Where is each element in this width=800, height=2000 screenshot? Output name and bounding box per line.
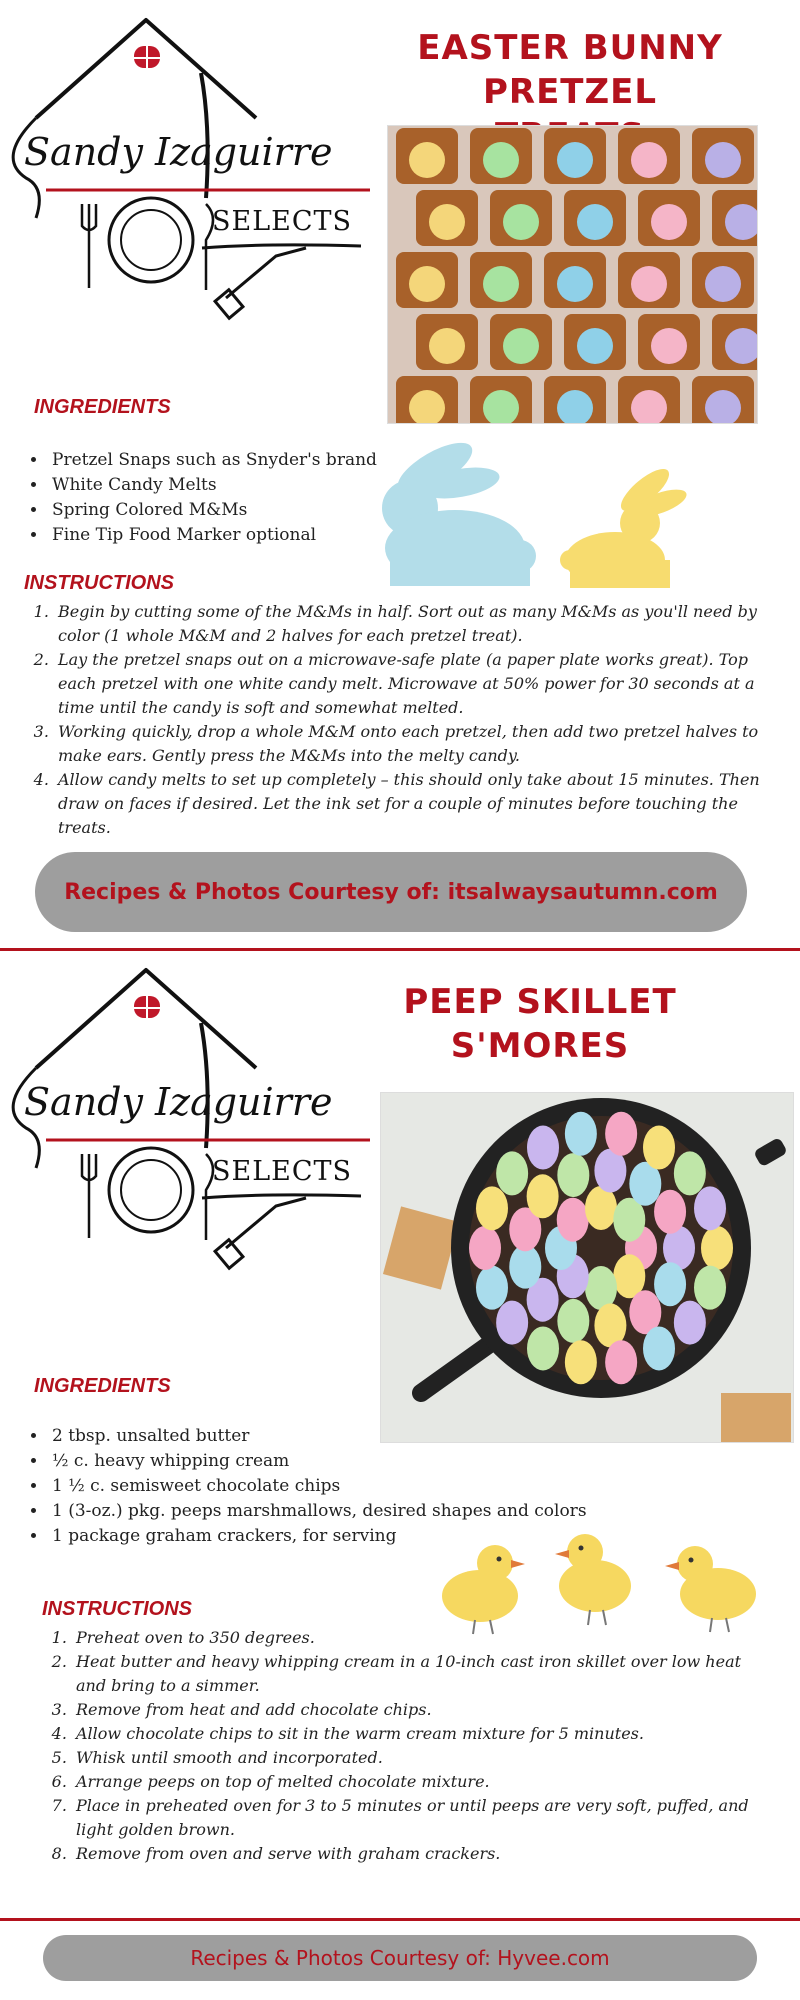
ingredient-item: • 1 (3-oz.) pkg. peeps marshmallows, desired shapes and colors [48,1499,608,1524]
ingredient-item: • 2 tbsp. unsalted butter [48,1424,608,1449]
ingredients-list [26,1424,608,1549]
section-divider [0,948,800,951]
section-divider [0,1918,800,1921]
recipe-title: PEEP SKILLET S'MORES [403,982,677,1066]
ingredients-list [26,448,408,548]
instruction-step: 2. Heat butter and heavy whipping cream in a 10-inch cast iron skillet over low heat and bring to a simmer. [72,1650,762,1698]
ingredient-item: • White Candy Melts [48,473,408,498]
instruction-step: 4. Allow chocolate chips to sit in the warm cream mixture for 5 minutes. [72,1722,762,1746]
instruction-step: 1. Begin by cutting some of the M&Ms in half. Sort out as many M&Ms as you'll need by color (1 whole M&M and 2 halves for each pretzel treat). [54,600,764,648]
credit-banner [43,1935,757,1981]
pretzel-treats-photo [387,125,758,424]
yellow-bunny-icon [560,465,690,590]
logo-script-text: Sandy Izaguirre [24,1080,333,1124]
brand-logo [6,8,376,328]
instructions-heading: INSTRUCTIONS [24,572,174,594]
chick-icon [435,1538,535,1638]
instruction-step: 8. Remove from oven and serve with graham crackers. [72,1842,762,1866]
ingredient-item: • ½ c. heavy whipping cream [48,1449,608,1474]
instruction-step: 1. Preheat oven to 350 degrees. [72,1626,762,1650]
chick-icon [545,1530,645,1630]
instruction-step: 5. Whisk until smooth and incorporated. [72,1746,762,1770]
ingredients-heading: INGREDIENTS [34,1375,171,1397]
skillet-smores-photo [380,1092,794,1443]
instruction-step: 3. Remove from heat and add chocolate chips. [72,1698,762,1722]
ingredients-heading: INGREDIENTS [34,396,171,418]
instruction-step: 7. Place in preheated oven for 3 to 5 minutes or until peeps are very soft, puffed, and light golden brown. [72,1794,762,1842]
ingredient-item: • Fine Tip Food Marker optional [48,523,408,548]
logo-script-text: Sandy Izaguirre [24,130,333,174]
instruction-step: 3. Working quickly, drop a whole M&M onto each pretzel, then add two pretzel halves to make ears. Gently press the M&Ms into the melty candy. [54,720,764,768]
ingredient-item: • Pretzel Snaps such as Snyder's brand [48,448,408,473]
ingredient-item: • 1 package graham crackers, for serving [48,1524,608,1549]
instructions-heading: INSTRUCTIONS [42,1598,192,1620]
instruction-step: 4. Allow candy melts to set up completely – this should only take about 15 minutes. Then draw on faces if desired. Let the ink set for a couple of minutes before touching the treats. [54,768,764,840]
instruction-step: 2. Lay the pretzel snaps out on a microwave-safe plate (a paper plate works great). Top each pretzel with one white candy melt. Microwave at 50% power for 30 seconds at a time until the candy is soft and somewhat melted. [54,648,764,720]
recipe-title: EASTER BUNNY PRETZEL [417,28,723,112]
instructions-list [46,1626,762,1866]
chick-icon [660,1536,760,1636]
credit-text: Recipes & Photos Courtesy of: itsalwaysautumn.com [64,879,718,905]
blue-bunny-icon [360,428,540,588]
logo-selects-text: SELECTS [212,1156,353,1187]
credit-banner [35,852,747,932]
instructions-list [28,600,764,840]
ingredient-item: • 1 ½ c. semisweet chocolate chips [48,1474,608,1499]
brand-logo [6,958,376,1278]
logo-selects-text: SELECTS [212,206,353,237]
instruction-step: 6. Arrange peeps on top of melted chocolate mixture. [72,1770,762,1794]
ingredient-item: • Spring Colored M&Ms [48,498,408,523]
credit-text: Recipes & Photos Courtesy of: Hyvee.com [190,1946,610,1970]
